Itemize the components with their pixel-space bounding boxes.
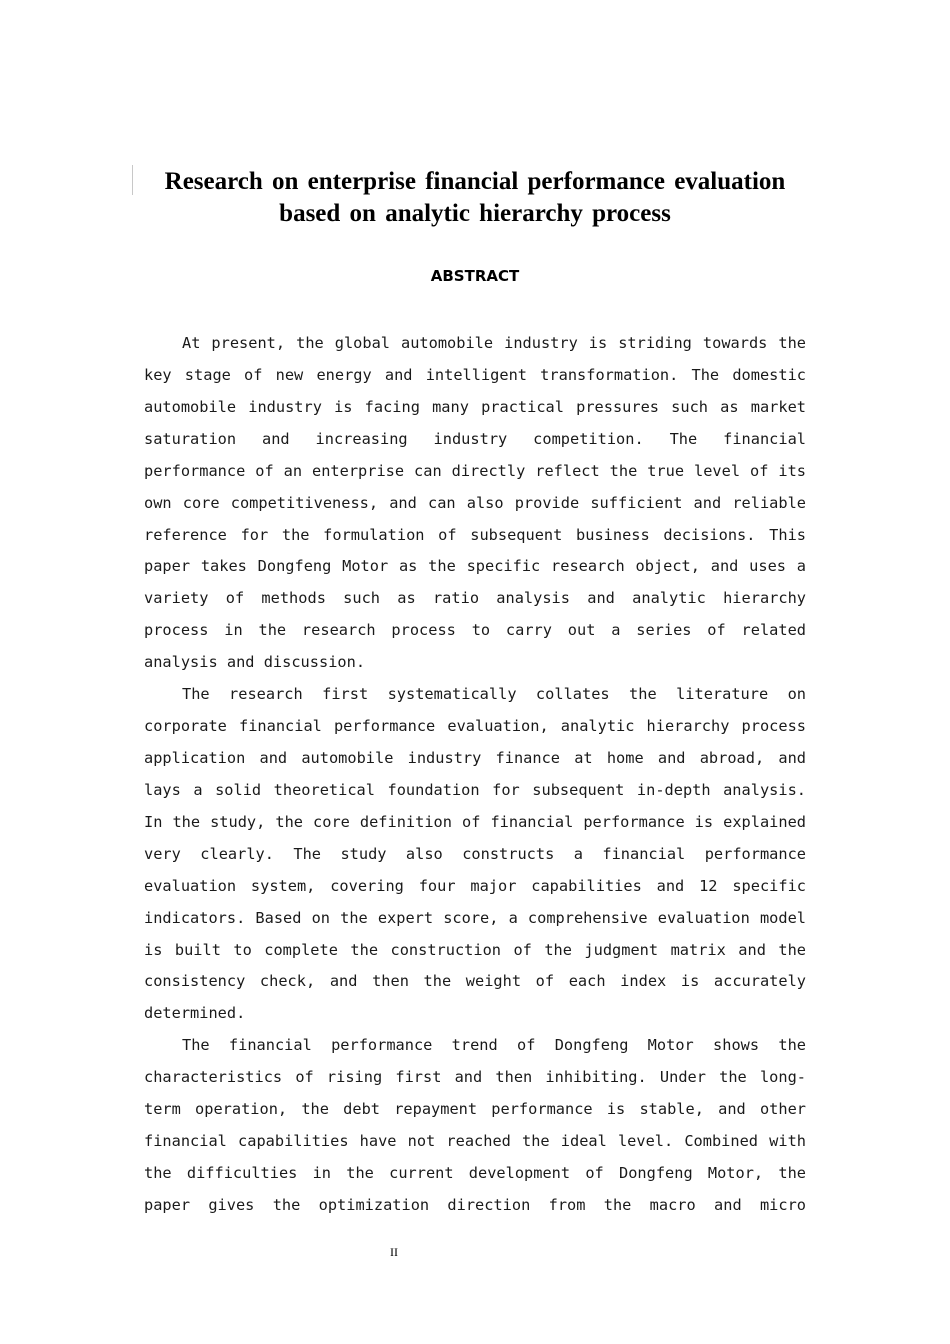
- abstract-body: [144, 328, 806, 1222]
- abstract-paragraph-2: The research first systematically collates the literature on corporate financial performance evaluation, analytic hierarchy process application and automobile industry finance at home and abroad, and lays a solid theoretical foundation for subsequent in-depth analysis. In the study, the core definition of financial performance is explained very clearly. The study also constructs a financial performance evaluation system, covering four major capabilities and 12 specific indicators. Based on the expert score, a comprehensive evaluation model is built to complete the construction of the judgment matrix and the consistency check, and then the weight of each index is accurately determined.: [144, 685, 806, 1023]
- abstract-heading: ABSTRACT: [430, 267, 520, 285]
- paper-title: [144, 166, 806, 230]
- paper-title-line-1: Research on enterprise financial performance evaluation: [164, 168, 786, 195]
- abstract-paragraph-3: The financial performance trend of Dongfeng Motor shows the characteristics of rising first and then inhibiting. Under the long-term operation, the debt repayment performance is stable, and other financial capabilities have not reached the ideal level. Combined with the difficulties in the current development of Dongfeng Motor, the paper gives the optimization direction from the macro and micro: [144, 1036, 806, 1214]
- page-number: II: [390, 1245, 398, 1259]
- paper-title-line-2: based on analytic hierarchy process: [279, 200, 671, 227]
- margin-marker: [132, 165, 133, 195]
- abstract-paragraph-1: At present, the global automobile industry is striding towards the key stage of new energy and intelligent transformation. The domestic automobile industry is facing many practical pressures such as market saturation and increasing industry competition. The financial performance of an enterprise can directly reflect the true level of its own core competitiveness, and can also provide sufficient and reliable reference for the formulation of subsequent business decisions. This paper takes Dongfeng Motor as the specific research object, and uses a variety of methods such as ratio analysis and analytic hierarchy process in the research process to carry out a series of related analysis and discussion.: [144, 334, 806, 672]
